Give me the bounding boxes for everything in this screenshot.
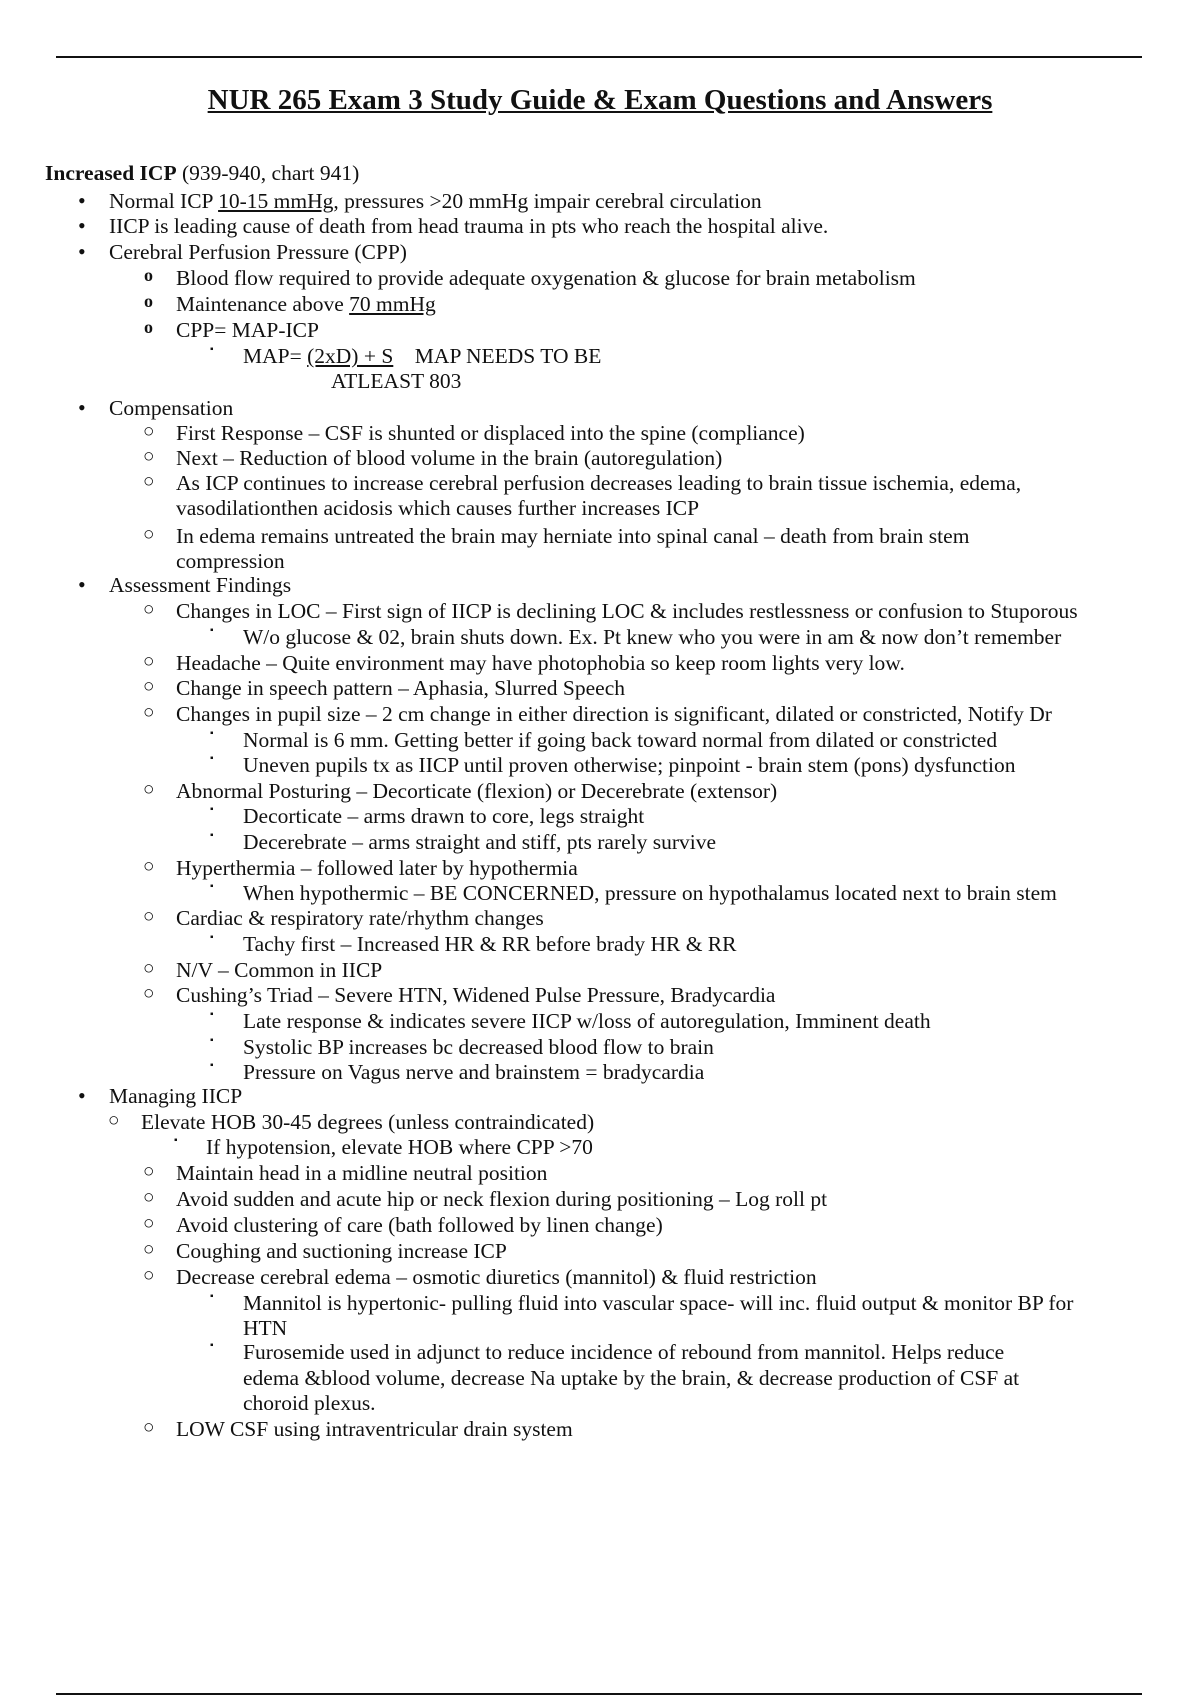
bullet-marker: ▪ [210, 344, 214, 355]
bullet-marker: ▪ [210, 830, 214, 841]
section-heading-ref: (939-940, chart 941) [176, 161, 360, 185]
list-item: Elevate HOB 30-45 degrees (unless contraindicated) [141, 1110, 595, 1134]
list-item: Decerebrate – arms straight and stiff, pts rarely survive [243, 830, 717, 854]
list-item: LOW CSF using intraventricular drain system [176, 1417, 573, 1441]
list-item: Abnormal Posturing – Decorticate (flexion) or Decerebrate (extensor) [176, 779, 778, 803]
bullet-marker: • [78, 188, 86, 213]
list-item: Cushing’s Triad – Severe HTN, Widened Pulse Pressure, Bradycardia [176, 983, 776, 1007]
list-item: Furosemide used in adjunct to reduce incidence of rebound from mannitol. Helps reduce [243, 1340, 1005, 1364]
list-item: Cardiac & respiratory rate/rhythm changes [176, 906, 544, 930]
section-heading-bold: Increased ICP [45, 161, 177, 185]
list-item: Changes in pupil size – 2 cm change in either direction is significant, dilated or constricted, Notify Dr [176, 702, 1052, 726]
list-item-continuation: HTN [243, 1316, 288, 1340]
bullet-marker: ▪ [174, 1135, 178, 1146]
bullet-marker: ○ [143, 1239, 155, 1260]
list-item: Next – Reduction of blood volume in the brain (autoregulation) [176, 446, 723, 470]
bullet-marker: ○ [143, 524, 155, 545]
list-item: Mannitol is hypertonic- pulling fluid into vascular space- will inc. fluid output & monitor BP for [243, 1291, 1074, 1315]
list-item-underlined: (2xD) + S [307, 344, 394, 368]
list-item: Decrease cerebral edema – osmotic diuretics (mannitol) & fluid restriction [176, 1265, 817, 1289]
list-item: Decorticate – arms drawn to core, legs straight [243, 804, 645, 828]
bottom-rule [56, 1693, 1142, 1695]
bullet-marker: ○ [143, 676, 155, 697]
list-item-continuation: ATLEAST 803 [331, 369, 462, 393]
bullet-marker: ▪ [210, 1291, 214, 1302]
list-item: IICP is leading cause of death from head trauma in pts who reach the hospital alive. [109, 214, 829, 238]
bullet-marker: ○ [143, 1265, 155, 1286]
bullet-marker: ○ [108, 1110, 120, 1131]
list-item-underlined: 70 mmHg [349, 292, 436, 316]
list-item: Blood flow required to provide adequate oxygenation & glucose for brain metabolism [176, 266, 916, 290]
list-item: As ICP continues to increase cerebral perfusion decreases leading to brain tissue ischemia, edema, [176, 471, 1022, 495]
list-item-text: Maintenance above [176, 292, 350, 316]
bullet-marker: ○ [143, 651, 155, 672]
bullet-marker: o [144, 265, 153, 285]
bullet-marker: • [78, 213, 86, 238]
bullet-marker: • [78, 239, 86, 264]
list-item: When hypothermic – BE CONCERNED, pressure on hypothalamus located next to brain stem [243, 881, 1057, 905]
bullet-marker: ▪ [210, 1035, 214, 1046]
list-item: N/V – Common in IICP [176, 958, 383, 982]
bullet-marker: ○ [143, 421, 155, 442]
bullet-marker: ○ [143, 1417, 155, 1438]
bullet-marker: ▪ [210, 804, 214, 815]
list-item: Pressure on Vagus nerve and brainstem = bradycardia [243, 1060, 705, 1084]
bullet-marker: ○ [143, 906, 155, 927]
list-item: Changes in LOC – First sign of IICP is declining LOC & includes restlessness or confusion to Stuporous [176, 599, 1078, 623]
list-item-text: , pressures >20 mmHg impair cerebral circulation [333, 189, 762, 213]
bullet-marker: ○ [143, 446, 155, 467]
bullet-marker: ▪ [210, 625, 214, 636]
list-item: Avoid sudden and acute hip or neck flexion during positioning – Log roll pt [176, 1187, 828, 1211]
list-item: Cerebral Perfusion Pressure (CPP) [109, 240, 407, 264]
list-item: Tachy first – Increased HR & RR before brady HR & RR [243, 932, 737, 956]
bullet-marker: o [144, 291, 153, 311]
list-item-continuation: choroid plexus. [243, 1391, 376, 1415]
list-item: Managing IICP [109, 1084, 243, 1108]
bullet-marker: ▪ [210, 753, 214, 764]
bullet-marker: ○ [143, 471, 155, 492]
bullet-marker: ○ [143, 702, 155, 723]
bullet-marker: ▪ [210, 932, 214, 943]
list-item-continuation: compression [176, 549, 285, 573]
bullet-marker: ▪ [210, 881, 214, 892]
bullet-marker: ▪ [210, 728, 214, 739]
bullet-marker: o [144, 317, 153, 337]
list-item-underlined: 10-15 mmHg [218, 189, 334, 213]
bullet-marker: • [78, 395, 86, 420]
list-item [243, 343, 601, 369]
bullet-marker: ○ [143, 779, 155, 800]
list-item-text: Normal ICP [109, 189, 219, 213]
list-item: Avoid clustering of care (bath followed by linen change) [176, 1213, 663, 1237]
list-item: Coughing and suctioning increase ICP [176, 1239, 507, 1263]
bullet-marker: ○ [143, 958, 155, 979]
list-item: Uneven pupils tx as IICP until proven otherwise; pinpoint - brain stem (pons) dysfunction [243, 753, 1016, 777]
list-item: W/o glucose & 02, brain shuts down. Ex. Pt knew who you were in am & now don’t remember [243, 625, 1062, 649]
list-item: Maintain head in a midline neutral position [176, 1161, 548, 1185]
list-item: Change in speech pattern – Aphasia, Slurred Speech [176, 676, 625, 700]
list-item-continuation: edema &blood volume, decrease Na uptake by the brain, & decrease production of CSF at [243, 1366, 1020, 1390]
bullet-marker: ▪ [210, 1060, 214, 1071]
list-item: Headache – Quite environment may have photophobia so keep room lights very low. [176, 651, 905, 675]
bullet-marker: ○ [143, 856, 155, 877]
list-item: In edema remains untreated the brain may herniate into spinal canal – death from brain stem [176, 524, 970, 548]
list-item: Hyperthermia – followed later by hypothermia [176, 856, 578, 880]
list-item: Systolic BP increases bc decreased blood flow to brain [243, 1035, 714, 1059]
list-item: CPP= MAP-ICP [176, 318, 319, 342]
list-item: Compensation [109, 396, 234, 420]
list-item-continuation: vasodilationthen acidosis which causes further increases ICP [176, 496, 700, 520]
bullet-marker: ○ [143, 1161, 155, 1182]
list-item [176, 291, 436, 317]
list-item: If hypotension, elevate HOB where CPP >70 [206, 1135, 593, 1159]
list-item: Normal is 6 mm. Getting better if going back toward normal from dilated or constricted [243, 728, 998, 752]
bullet-marker: ○ [143, 1213, 155, 1234]
section-heading [45, 161, 359, 186]
page-title: NUR 265 Exam 3 Study Guide & Exam Questions and Answers [207, 84, 993, 116]
bullet-marker: ▪ [210, 1009, 214, 1020]
top-rule [56, 56, 1142, 58]
bullet-marker: • [78, 1083, 86, 1108]
bullet-marker: • [78, 572, 86, 597]
list-item: Late response & indicates severe IICP w/loss of autoregulation, Imminent death [243, 1009, 931, 1033]
list-item-text: MAP= [243, 344, 308, 368]
bullet-marker: ○ [143, 599, 155, 620]
list-item: First Response – CSF is shunted or displaced into the spine (compliance) [176, 421, 805, 445]
list-item-text: MAP NEEDS TO BE [393, 344, 602, 368]
bullet-marker: ○ [143, 983, 155, 1004]
list-item: Assessment Findings [109, 573, 292, 597]
bullet-marker: ▪ [210, 1340, 214, 1351]
bullet-marker: ○ [143, 1187, 155, 1208]
list-item [109, 188, 762, 214]
